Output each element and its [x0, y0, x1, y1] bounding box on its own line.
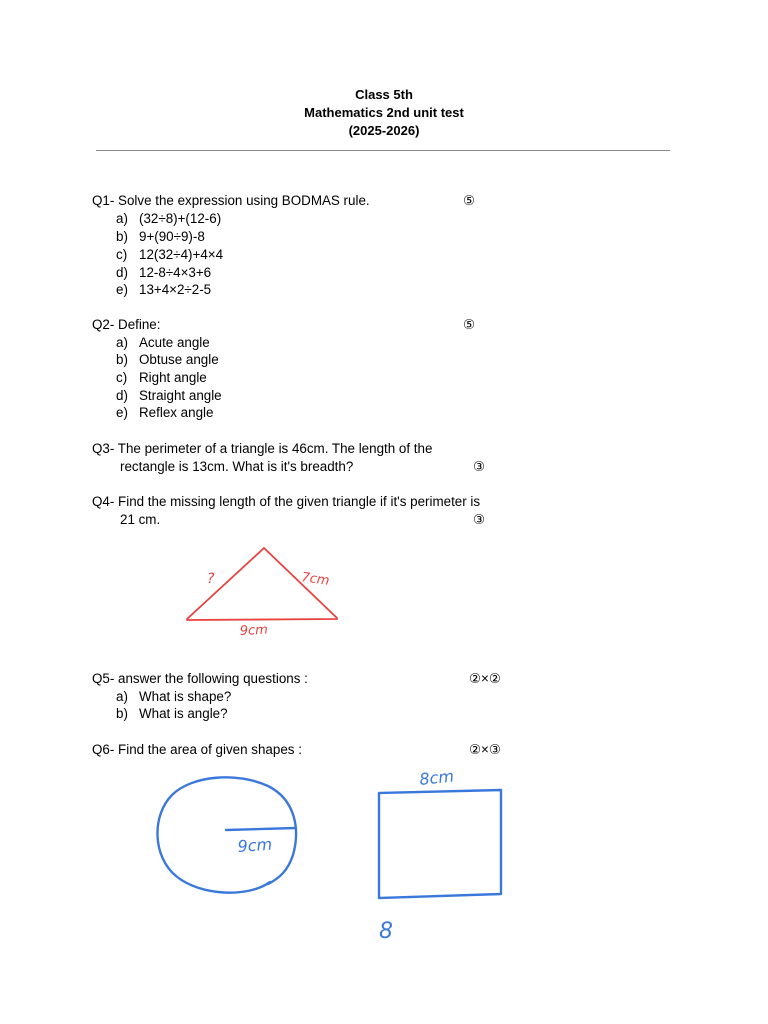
- q2-text: Q2- Define:: [92, 317, 161, 332]
- q5-item-a-label: a): [116, 689, 128, 704]
- q1-item-d: 12-8÷4×3+6: [139, 265, 212, 280]
- q1-marks: ⑤: [463, 193, 476, 208]
- q5-item-b: What is angle?: [139, 706, 228, 721]
- q4-triangle-figure: [180, 540, 350, 640]
- q2-item-a: Acute angle: [139, 335, 210, 350]
- rectangle-shape: [379, 790, 501, 898]
- circle-radius-label: 9cm: [236, 834, 273, 856]
- q1-item-e-label: e): [116, 282, 128, 297]
- circle-radius-line: [226, 828, 296, 830]
- q3-marks: ③: [473, 459, 486, 474]
- q1-item-b: 9+(90÷9)-8: [139, 229, 205, 244]
- title-class: Class 5th: [355, 87, 413, 102]
- q2-item-c: Right angle: [139, 370, 207, 385]
- title-year: (2025-2026): [348, 123, 420, 138]
- triangle-right-label: 7cm: [300, 570, 331, 589]
- q5-item-a: What is shape?: [139, 689, 232, 704]
- triangle-base-label: 9cm: [239, 622, 269, 639]
- q6-rectangle-figure: [370, 762, 520, 947]
- q2-item-e: Reflex angle: [139, 405, 214, 420]
- q1-item-e: 13+4×2÷2-5: [139, 282, 212, 297]
- q4-text-line1: Q4- Find the missing length of the given triangle if it's perimeter is: [92, 494, 481, 509]
- q2-item-d: Straight angle: [139, 388, 222, 403]
- q6-marks: ②×③: [469, 742, 501, 757]
- q4-marks: ③: [473, 512, 486, 527]
- rectangle-top-label: 8cm: [418, 766, 455, 789]
- q1-item-a: (32÷8)+(12-6): [139, 211, 222, 226]
- q1-item-a-label: a): [116, 211, 128, 226]
- triangle-left-label: ?: [207, 571, 215, 587]
- q5-marks: ②×②: [469, 671, 501, 686]
- rectangle-side-label: 8: [379, 919, 393, 944]
- q1-text: Q1- Solve the expression using BODMAS rule.: [92, 193, 370, 208]
- q1-item-b-label: b): [116, 229, 128, 244]
- q2-item-a-label: a): [116, 335, 128, 350]
- q3-text-line2: rectangle is 13cm. What is it's breadth?: [120, 459, 354, 474]
- q6-circle-figure: [150, 770, 320, 900]
- circle-shape: [157, 777, 296, 892]
- title-subject: Mathematics 2nd unit test: [304, 105, 464, 120]
- q5-item-b-label: b): [116, 706, 128, 721]
- q3-text-line1: Q3- The perimeter of a triangle is 46cm. The length of the: [92, 441, 433, 456]
- q1-item-c-label: c): [116, 247, 128, 262]
- q2-item-b-label: b): [116, 352, 128, 367]
- q2-item-b: Obtuse angle: [139, 352, 219, 367]
- q1-item-c: 12(32÷4)+4×4: [139, 247, 224, 262]
- header-divider: [96, 150, 670, 151]
- q2-item-e-label: e): [116, 405, 128, 420]
- q2-marks: ⑤: [463, 317, 476, 332]
- q2-item-c-label: c): [116, 370, 128, 385]
- q5-text: Q5- answer the following questions :: [92, 671, 308, 686]
- q6-text: Q6- Find the area of given shapes :: [92, 742, 302, 757]
- q4-text-line2: 21 cm.: [120, 512, 161, 527]
- q2-item-d-label: d): [116, 388, 128, 403]
- q1-item-d-label: d): [116, 265, 128, 280]
